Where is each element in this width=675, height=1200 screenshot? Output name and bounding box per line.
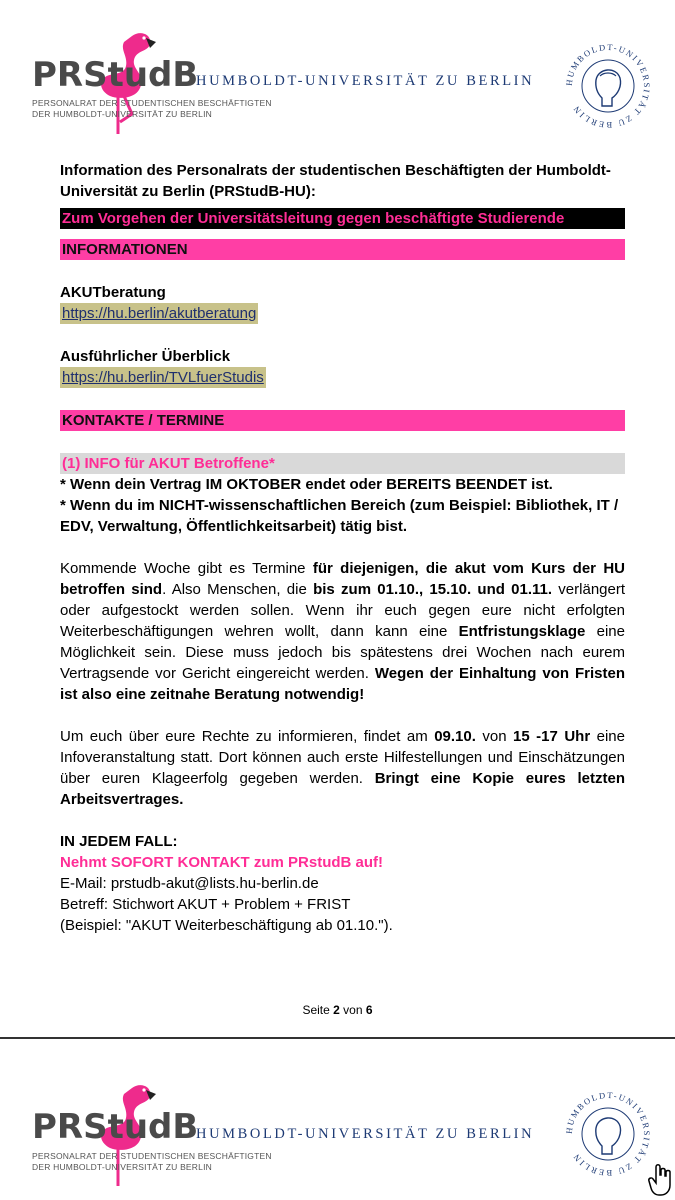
prstudb-logo-subtitle: PERSONALRAT DER STUDENTISCHEN BESCHÄFTIGTEN DER HUMBOLDT-UNIVERSITÄT ZU BERLIN bbox=[32, 98, 272, 119]
prstudb-logo-text: PRStudB bbox=[32, 1107, 199, 1147]
document-body bbox=[60, 160, 625, 936]
page-header bbox=[0, 0, 675, 140]
info-bar: (1) INFO für AKUT Betroffene* bbox=[60, 453, 625, 474]
document-title: Information des Personalrats der studentischen Beschäftigten der Humboldt-Universität zu Berlin (PRStudB-HU): bbox=[60, 162, 611, 200]
section-informationen: INFORMATIONEN bbox=[60, 239, 625, 260]
university-name: HUMBOLDT-UNIVERSITÄT ZU BERLIN bbox=[196, 1126, 535, 1142]
bullet-non-scientific: * Wenn du im NICHT-wissenschaftlichen Bereich (zum Beispiel: Bibliothek, IT / EDV, Verwaltung, Öffentlichkeitsarbeit) tätig bist. bbox=[60, 497, 619, 535]
akut-link[interactable]: https://hu.berlin/akutberatung bbox=[62, 305, 257, 322]
hu-seal-icon bbox=[558, 36, 658, 136]
akut-label: AKUTberatung bbox=[60, 284, 166, 301]
page-number: Seite 2 von 6 bbox=[302, 1003, 373, 1017]
svg-text:HUMBOLDT-UNIVERSITÄT ZU BERLIN: HUMBOLDT-UNIVERSITÄT ZU BERLIN bbox=[563, 41, 653, 131]
section-kontakte: KONTAKTE / TERMINE bbox=[60, 410, 625, 431]
in-any-case-heading: IN JEDEM FALL: bbox=[60, 833, 178, 850]
email-line[interactable]: E-Mail: prstudb-akut@lists.hu-berlin.de bbox=[60, 875, 319, 892]
contact-cta: Nehmt SOFORT KONTAKT zum PRstudB auf! bbox=[60, 854, 384, 871]
example-line: (Beispiel: "AKUT Weiterbeschäftigung ab 01.10."). bbox=[60, 917, 393, 934]
next-page-header bbox=[0, 1040, 675, 1200]
paragraph-info-event: Um euch über eure Rechte zu informieren, findet am 09.10. von 15 -17 Uhr eine Infoveranstaltung statt. Dort können auch erste Hilfestellungen und Einschätzungen über euren Klageerfolg gegeben werden. Bringt eine Kopie eures letzten Arbeitsvertrages. bbox=[60, 728, 626, 808]
paragraph-appointments: Kommende Woche gibt es Termine für diejenigen, die akut vom Kurs der HU betroffen sind. Also Menschen, die bis zum 01.10., 15.10. und 01.11. verlängert oder aufgestockt werden sollen. Wenn ihr euch gegen eure nicht erfolgten Weiterbeschäftigungen wehren wollt, dann kann eine Entfristungsklage eine Möglichkeit sein. Diese muss jedoch bis spätestens drei Wochen nach eurem Vertragsende vor Gericht eingereicht werden. Wegen der Einhaltung von Fristen ist also eine zeitnahe Beratung notwendig! bbox=[60, 560, 626, 703]
headline-bar: Zum Vorgehen der Universitätsleitung gegen beschäftigte Studierende bbox=[60, 208, 625, 229]
prstudb-logo-subtitle: PERSONALRAT DER STUDENTISCHEN BESCHÄFTIGTEN DER HUMBOLDT-UNIVERSITÄT ZU BERLIN bbox=[32, 1151, 272, 1172]
hu-seal-icon bbox=[558, 1084, 658, 1184]
prstudb-logo-text: PRStudB bbox=[32, 55, 199, 95]
overview-label: Ausführlicher Überblick bbox=[60, 348, 231, 365]
hand-cursor-icon bbox=[648, 1163, 674, 1197]
subject-line: Betreff: Stichwort AKUT + Problem + FRIST bbox=[60, 896, 351, 913]
page-divider bbox=[0, 1037, 675, 1039]
bullet-october: * Wenn dein Vertrag IM OKTOBER endet oder BEREITS BEENDET ist. bbox=[60, 476, 553, 493]
university-name: HUMBOLDT-UNIVERSITÄT ZU BERLIN bbox=[196, 73, 535, 89]
svg-text:HUMBOLDT-UNIVERSITÄT ZU BERLIN: HUMBOLDT-UNIVERSITÄT ZU BERLIN bbox=[563, 1089, 653, 1179]
overview-link[interactable]: https://hu.berlin/TVLfuerStudis bbox=[62, 369, 264, 386]
